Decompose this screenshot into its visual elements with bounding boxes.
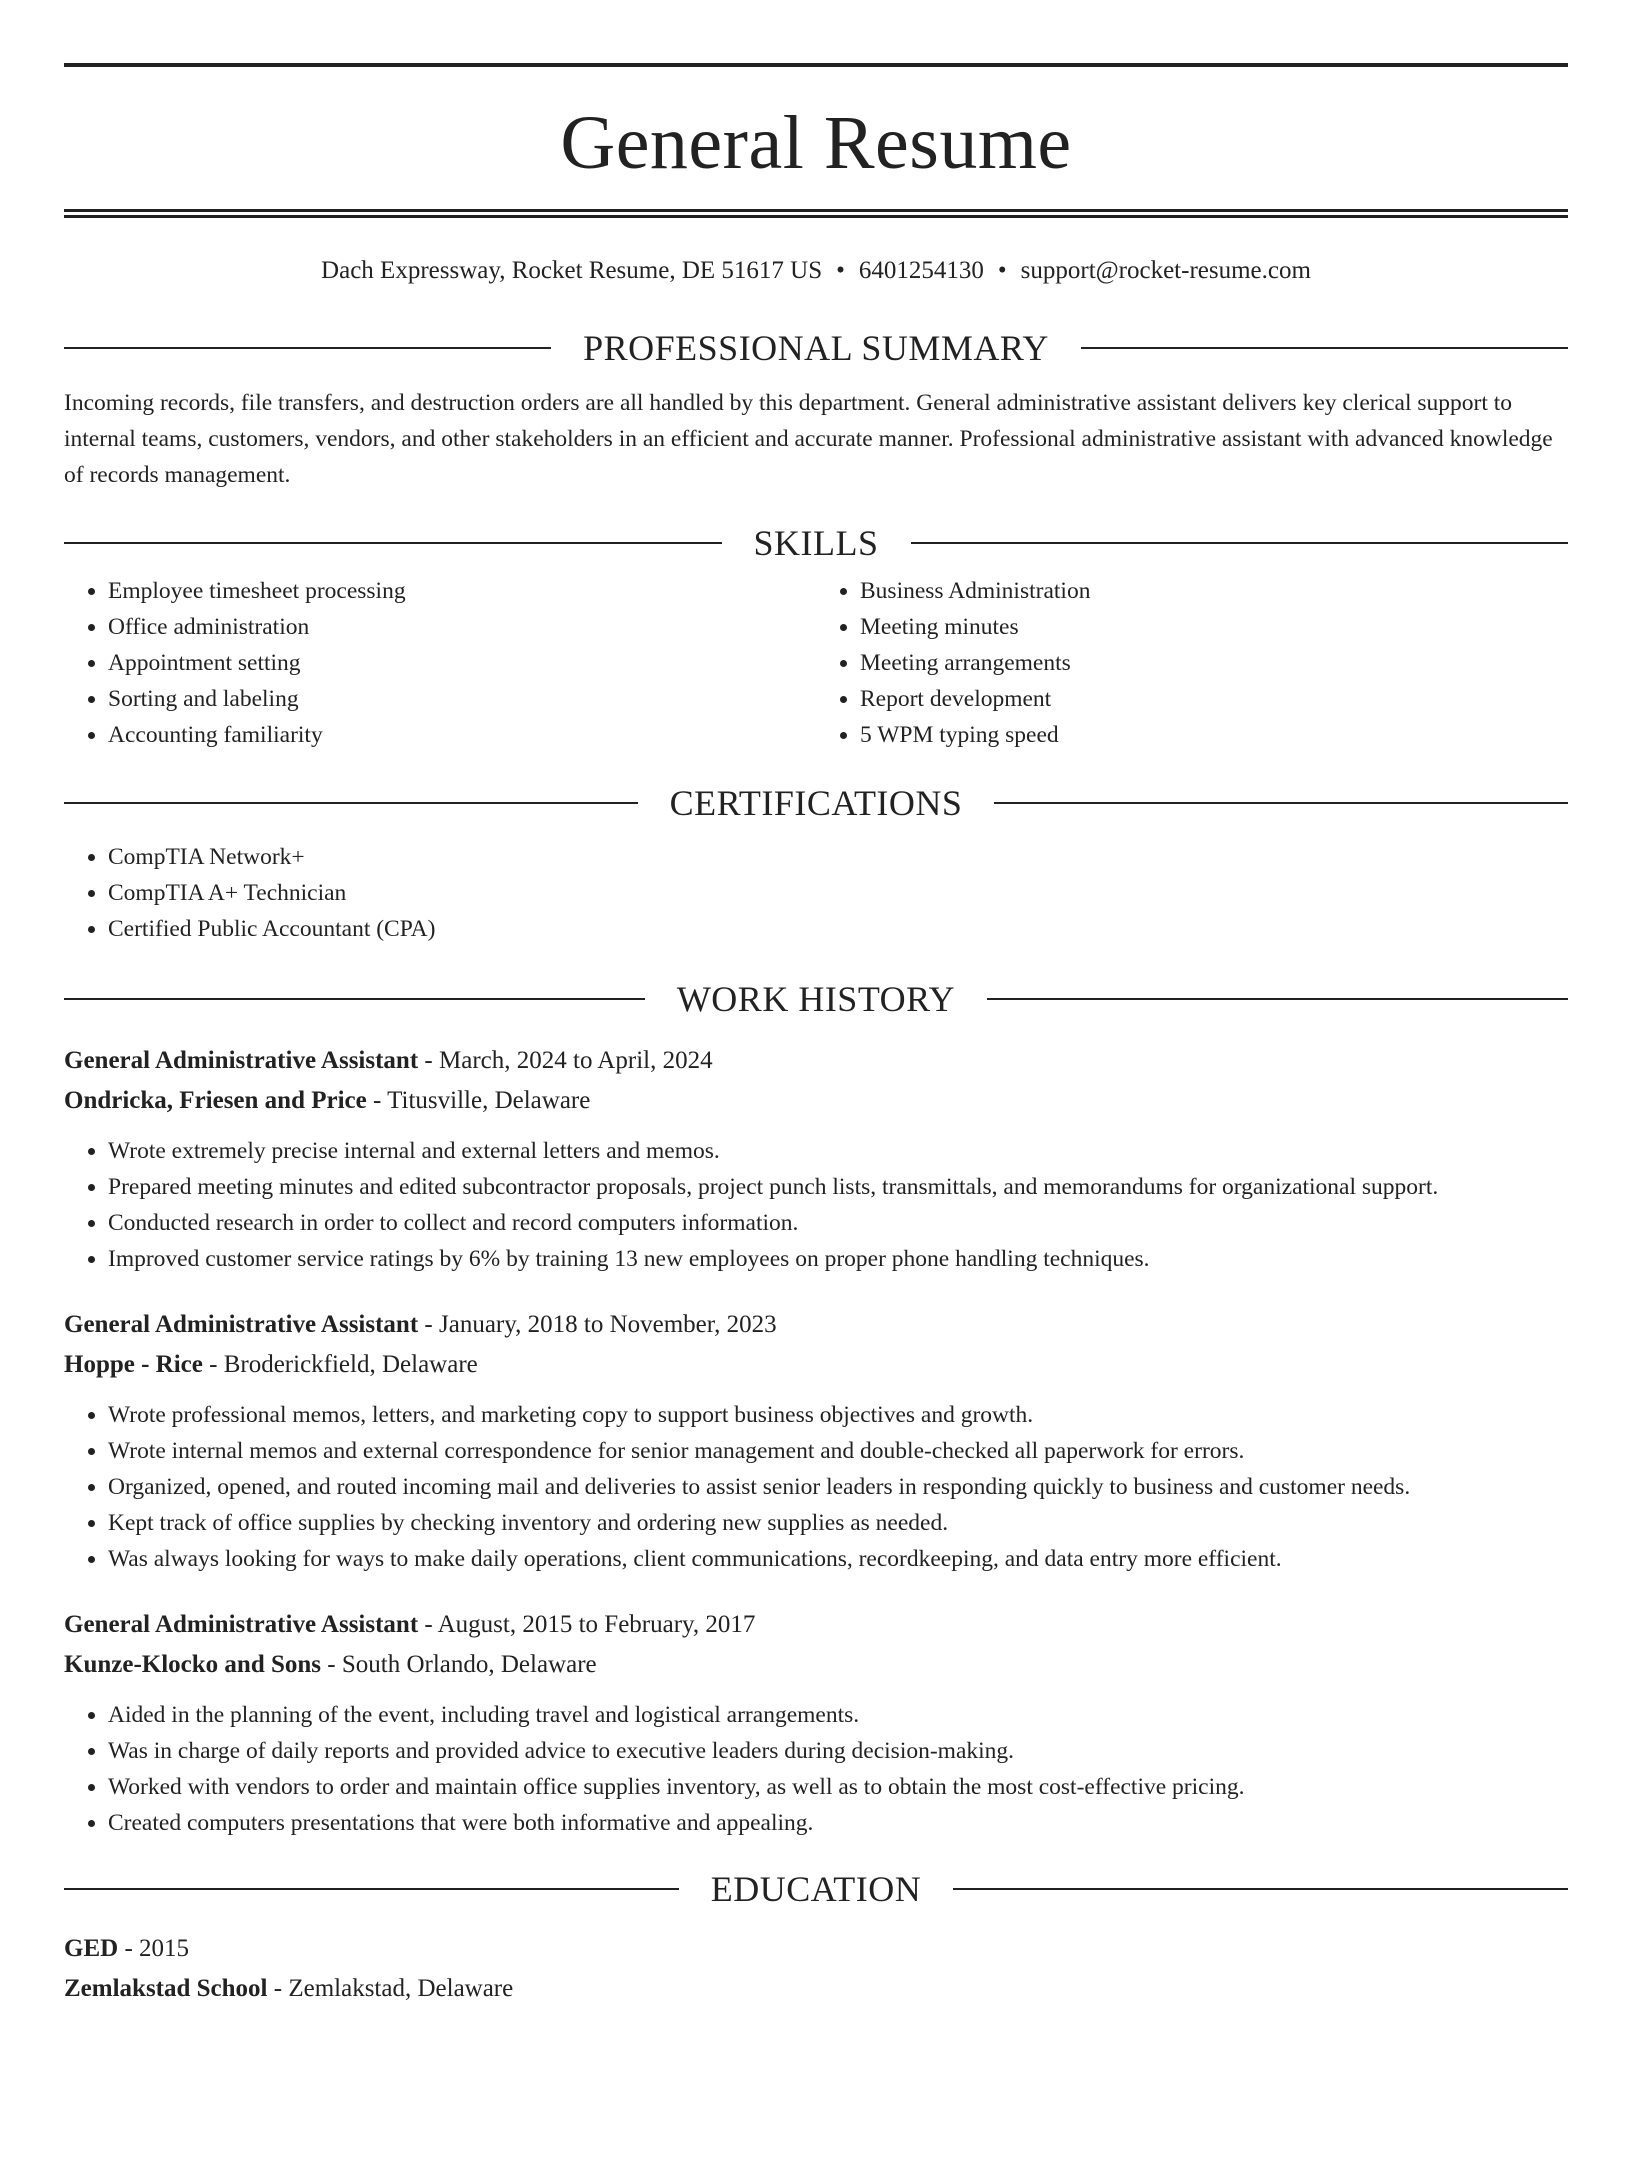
contact-line [64,254,1568,288]
contact-address: Dach Expressway, Rocket Resume, DE 51617 US [321,257,823,284]
education-school: Zemlakstad School [64,1975,268,2002]
skill-item: • Office administration [108,609,816,645]
job-bullet: • Prepared meeting minutes and edited subcontractor proposals, project punch lists, transmittals, and memorandums for organizational support. [108,1169,1568,1205]
job-bullets [64,1397,1568,1577]
job-bullets [64,1133,1568,1277]
heading-rule-right [911,542,1569,544]
job-location: - Titusville, Delaware [366,1087,591,1114]
top-rule [64,63,1568,67]
heading-rule-left [64,802,638,804]
job-bullet: • Kept track of office supplies by checking inventory and ordering new supplies as needed. [108,1505,1568,1541]
job-title-line [64,1041,1568,1081]
work-history-heading [64,979,1568,1019]
job-company-line [64,1645,1568,1685]
job-title-line [64,1305,1568,1345]
job-bullet: • Wrote extremely precise internal and external letters and memos. [108,1133,1568,1169]
education-degree-line [64,1929,1568,1969]
job-company: Kunze-Klocko and Sons [64,1651,322,1678]
job-dates: - March, 2024 to April, 2024 [418,1047,713,1074]
job-bullet: • Was in charge of daily reports and provided advice to executive leaders during decision-making. [108,1733,1568,1769]
skill-item: • Accounting familiarity [108,717,816,753]
education-entry [64,1929,1568,2009]
education-location: - Zemlakstad, Delaware [267,1975,514,2002]
contact-phone: 6401254130 [858,257,984,284]
job-company: Hoppe - Rice [64,1351,203,1378]
job-location: - South Orlando, Delaware [321,1651,597,1678]
title-double-rule [64,209,1568,218]
job-title: General Administrative Assistant [64,1047,419,1074]
job-entry [64,1305,1568,1577]
certification-item: • CompTIA Network+ [108,839,1568,875]
job-bullets [64,1697,1568,1841]
skills-heading-text: SKILLS [753,523,879,563]
job-company: Ondricka, Friesen and Price [64,1087,367,1114]
job-bullet: • Worked with vendors to order and maintain office supplies inventory, as well as to obtain the most cost-effective pricing. [108,1769,1568,1805]
summary-heading-text: PROFESSIONAL SUMMARY [583,328,1049,368]
education-heading-text: EDUCATION [710,1869,922,1909]
job-bullet: • Created computers presentations that were both informative and appealing. [108,1805,1568,1841]
job-dates: - August, 2015 to February, 2017 [418,1611,756,1638]
certification-item: • Certified Public Accountant (CPA) [108,911,1568,947]
contact-email: support@rocket-resume.com [1020,257,1311,284]
contact-separator: • [836,257,845,284]
education-school-line [64,1969,1568,2009]
resume-title: General Resume [560,101,1072,185]
job-bullet: • Wrote internal memos and external correspondence for senior management and double-checked all paperwork for errors. [108,1433,1568,1469]
heading-rule-left [64,542,722,544]
skill-item: • Report development [860,681,1568,717]
skill-item: • Meeting arrangements [860,645,1568,681]
skill-item: • 5 WPM typing speed [860,717,1568,753]
summary-text: Incoming records, file transfers, and destruction orders are all handled by this department. General administrative assistant delivers key clerical support to internal teams, customers, vendors, and other stakeholders in an efficient and accurate manner. Professional administrative assistant with advanced knowledge of records management. [64,390,1553,488]
education-heading [64,1869,1568,1909]
summary-heading [64,328,1568,368]
skill-item: • Employee timesheet processing [108,573,816,609]
education-year: - 2015 [118,1935,190,1962]
heading-rule-right [987,998,1568,1000]
skill-item: • Business Administration [860,573,1568,609]
skills-heading [64,523,1568,563]
job-title: General Administrative Assistant [64,1311,419,1338]
heading-rule-left [64,1888,679,1890]
heading-rule-right [1081,347,1568,349]
job-bullet: • Wrote professional memos, letters, and marketing copy to support business objectives and growth. [108,1397,1568,1433]
heading-rule-left [64,998,645,1000]
job-dates: - January, 2018 to November, 2023 [418,1311,777,1338]
job-title: General Administrative Assistant [64,1611,419,1638]
skill-item: • Sorting and labeling [108,681,816,717]
heading-rule-right [953,1888,1568,1890]
skill-item: • Appointment setting [108,645,816,681]
certification-item: • CompTIA A+ Technician [108,875,1568,911]
job-title-line [64,1605,1568,1645]
skill-item: • Meeting minutes [860,609,1568,645]
certifications-heading [64,783,1568,823]
certifications-list [64,839,1568,947]
job-location: - Broderickfield, Delaware [202,1351,478,1378]
skills-column-right [816,573,1568,753]
contact-separator: • [997,257,1007,284]
job-entry [64,1605,1568,1841]
resume-page [0,63,1632,2175]
job-entry [64,1041,1568,1277]
heading-rule-right [994,802,1568,804]
job-bullet: • Organized, opened, and routed incoming mail and deliveries to assist senior leaders in responding quickly to business and customer needs. [108,1469,1568,1505]
job-bullet: • Conducted research in order to collect and record computers information. [108,1205,1568,1241]
skills-list [64,573,1568,753]
certifications-heading-text: CERTIFICATIONS [669,783,963,823]
job-company-line [64,1345,1568,1385]
heading-rule-left [64,347,551,349]
education-degree: GED [64,1935,119,1962]
work-history-heading-text: WORK HISTORY [676,979,956,1019]
skills-column-left [64,573,816,753]
job-bullet: • Was always looking for ways to make daily operations, client communications, recordkeeping, and data entry more efficient. [108,1541,1568,1577]
job-bullet: • Improved customer service ratings by 6% by training 13 new employees on proper phone handling techniques. [108,1241,1568,1277]
job-bullet: • Aided in the planning of the event, including travel and logistical arrangements. [108,1697,1568,1733]
job-company-line [64,1081,1568,1121]
